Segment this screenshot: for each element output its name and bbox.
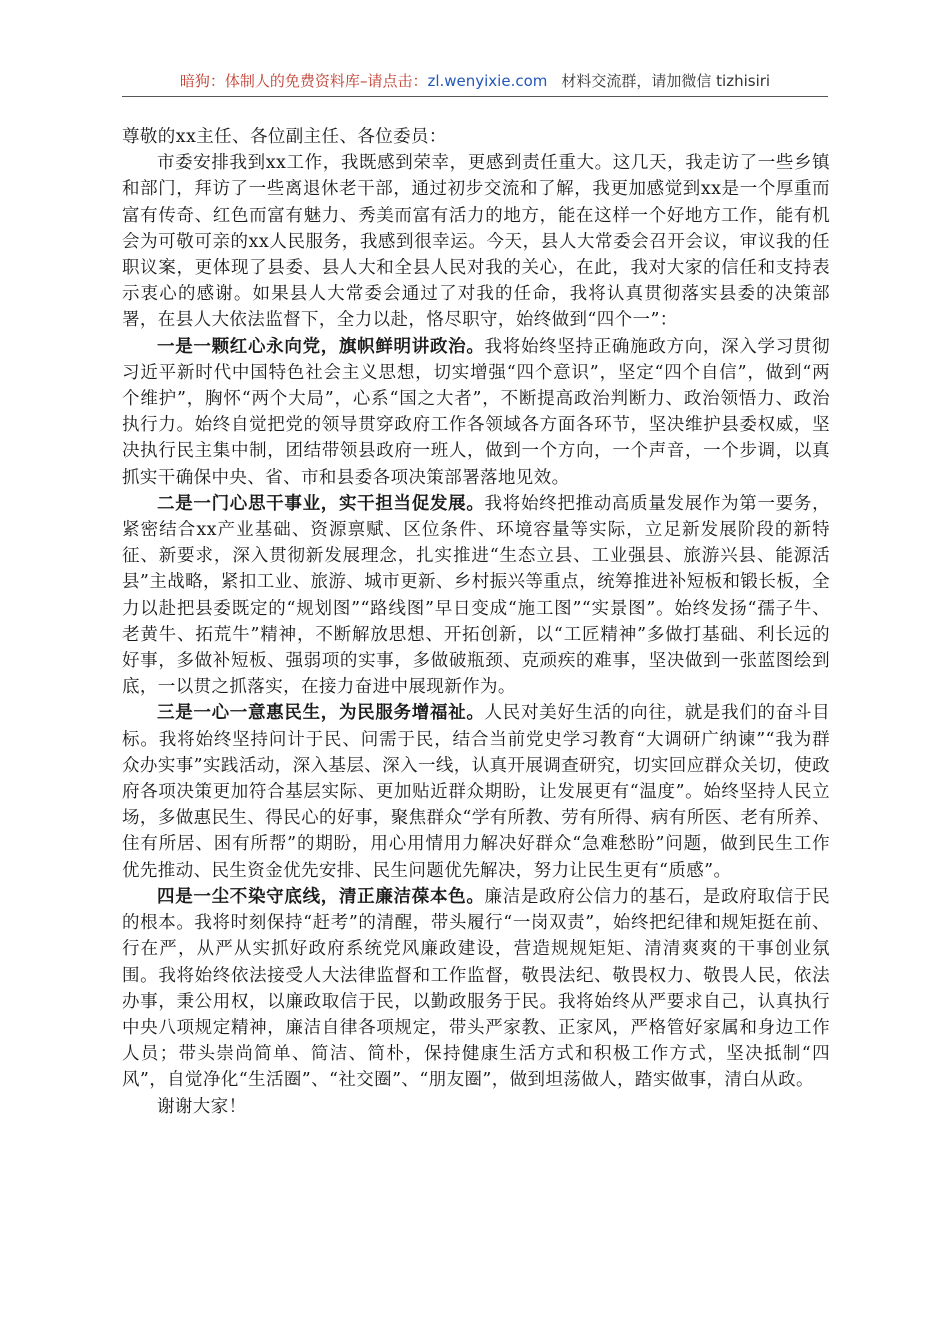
section-paragraph-2: [122, 491, 830, 701]
header-link[interactable]: zl.wenyixie.com: [427, 72, 548, 90]
section-heading-1: 一是一颗红心永向党，旗帜鲜明讲政治。: [157, 336, 485, 357]
section-paragraph-4: [122, 884, 830, 1094]
page-header: [122, 70, 828, 92]
document-body: [122, 124, 830, 1120]
section-body-3: 人民对美好生活的向往，就是我们的奋斗目标。我将始终坚持问计于民、问需于民，结合当前党史学习教育“大调研广纳谏”“我为群众办实事”实践活动，深入基层、深入一线，认真开展调查研究，切实回应群众关切，使政府各项决策更加符合基层实际、更加贴近群众期盼，让发展更有“温度”。始终坚持人民立场，多做惠民生、得民心的好事，聚焦群众“学有所教、劳有所得、病有所医、老有所养、住有所居、困有所帮”的期盼，用心用情用力解决好群众“急难愁盼”问题，做到民生工作优先推动、民生资金优先安排、民生问题优先解决，努力让民生更有“质感”。: [122, 703, 830, 881]
section-body-2: 我将始终把推动高质量发展作为第一要务，紧密结合xx产业基础、资源禀赋、区位条件、环境容量等实际，立足新发展阶段的新特征、新要求，深入贯彻新发展理念，扎实推进“生态立县、工业强县、旅游兴县、能源活县”主战略，紧扣工业、旅游、城市更新、乡村振兴等重点，统筹推进补短板和锻长板，全力以赴把县委既定的“规划图”“路线图”早日变成“施工图”“实景图”。始终发扬“孺子牛、老黄牛、拓荒牛”精神，不断解放思想、开拓创新，以“工匠精神”多做打基础、利长远的好事，多做补短板、强弱项的实事，多做破瓶颈、克顽疾的难事，坚决做到一张蓝图绘到底，一以贯之抓落实，在接力奋进中展现新作为。: [122, 493, 830, 698]
section-body-1: 我将始终坚持正确施政方向，深入学习贯彻习近平新时代中国特色社会主义思想，切实增强“四个意识”，坚定“四个自信”，做到“两个维护”，胸怀“两个大局”，心系“国之大者”，不断提高政治判断力、政治领悟力、政治执行力。始终自觉把党的领导贯穿政府工作各领域各方面各环节，坚决维护县委权威，坚决执行民主集中制，团结带领县政府一班人，做到一个方向，一个声音，一个步调，以真抓实干确保中央、省、市和县委各项决策部署落地见效。: [122, 336, 830, 488]
section-paragraph-3: [122, 700, 830, 883]
section-heading-3: 三是一心一意惠民生，为民服务增福祉。: [157, 703, 485, 724]
section-paragraph-1: [122, 334, 830, 491]
header-brand: 暗狗：体制人的免费资料库: [179, 72, 360, 90]
intro-paragraph: 市委安排我到xx工作，我既感到荣幸，更感到责任重大。这几天，我走访了一些乡镇和部门，拜访了一些离退休老干部，通过初步交流和了解，我更加感觉到xx是一个厚重而富有传奇、红色而富有魅力、秀美而富有活力的地方，能在这样一个好地方工作，能有机会为可敬可亲的xx人民服务，我感到很幸运。今天，县人大常委会召开会议，审议我的任职议案，更体现了县委、县人大和全县人民对我的关心，在此，我对大家的信任和支持表示衷心的感谢。如果县人大常委会通过了对我的任命，我将认真贯彻落实县委的决策部署，在县人大依法监督下，全力以赴，恪尽职守，始终做到“四个一”：: [122, 153, 830, 331]
salutation: 尊敬的xx主任、各位副主任、各位委员：: [122, 127, 447, 147]
section-heading-2: 二是一门心思干事业，实干担当促发展。: [157, 493, 485, 514]
section-body-4: 廉洁是政府公信力的基石，是政府取信于民的根本。我将时刻保持“赶考”的清醒，带头履行“一岗双责”，始终把纪律和规矩挺在前、行在严，从严从实抓好政府系统党风廉政建设，营造规规矩矩、清清爽爽的干事创业氛围。我将始终依法接受人大法律监督和工作监督，敬畏法纪、敬畏权力、敬畏人民，依法办事，秉公用权，以廉政取信于民，以勤政服务于民。我将始终从严要求自己，认真执行中央八项规定精神，廉洁自律各项规定，带头严家教、正家风，严格管好家属和身边工作人员；带头崇尚简单、简洁、简朴，保持健康生活方式和积极工作方式，坚决抵制“四风”，自觉净化“生活圈”、“社交圈”、“朋友圈”，做到坦荡做人，踏实做事，清白从政。: [122, 886, 830, 1091]
header-divider: [122, 96, 828, 97]
header-contact: 材料交流群，请加微信 tizhisiri: [561, 72, 771, 90]
header-prompt: –请点击：: [359, 72, 428, 90]
section-heading-4: 四是一尘不染守底线，清正廉洁葆本色。: [157, 886, 485, 907]
closing-line: 谢谢大家！: [157, 1096, 247, 1117]
